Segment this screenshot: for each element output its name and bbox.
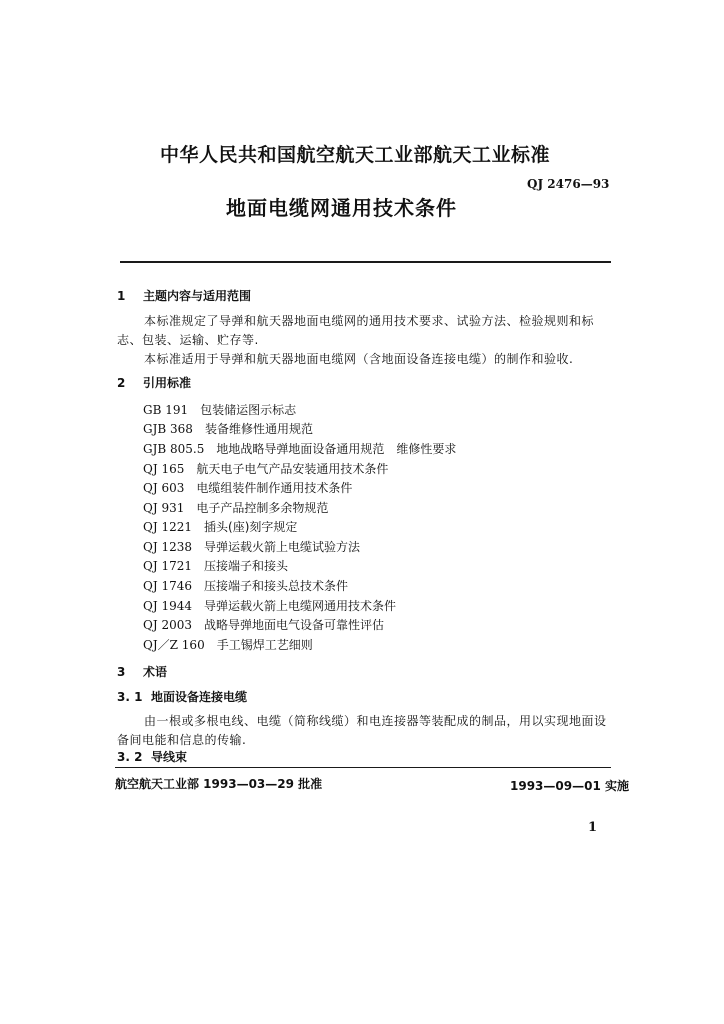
section-number: 1 — [117, 289, 126, 303]
issuing-organization: 中华人民共和国航空航天工业部航天工业标准 — [160, 144, 551, 166]
section-title: 主题内容与适用范围 — [143, 289, 252, 303]
reference-item: QJ 931 电子产品控制多余物规范 — [143, 501, 329, 515]
page-number: 1 — [588, 820, 598, 835]
reference-item: QJ 1944 导弹运载火箭上电缆网通用技术条件 — [143, 599, 397, 613]
subsection-title: 地面设备连接电缆 — [151, 690, 248, 704]
reference-item: QJ 2003 战略导弹地面电气设备可靠性评估 — [143, 618, 385, 632]
standard-number: QJ 2476—93 — [527, 177, 610, 191]
subsection-title: 导线束 — [151, 750, 188, 764]
section-number: 2 — [117, 376, 126, 390]
reference-item: QJ 1746 压接端子和接头总技术条件 — [143, 579, 349, 593]
section-2-heading — [117, 374, 191, 391]
subsection-number: 3. 2 — [117, 750, 143, 764]
reference-item: GB 191 包装储运图示标志 — [143, 403, 297, 417]
section-number: 3 — [117, 665, 126, 679]
approval-date: 航空航天工业部 1993—03—29 批准 — [115, 777, 323, 791]
section-1-paragraph-1-line-2: 志、包装、运输、贮存等. — [117, 333, 259, 347]
document-title: 地面电缆网通用技术条件 — [226, 196, 457, 220]
reference-item: QJ 1238 导弹运载火箭上电缆试验方法 — [143, 540, 361, 554]
reference-item: QJ 1221 插头(座)刻字规定 — [143, 520, 298, 534]
subsection-3-1-line-2: 备间电能和信息的传输. — [117, 733, 247, 747]
header-divider — [120, 261, 611, 263]
section-1-paragraph-1-line-1: 本标准规定了导弹和航天器地面电缆网的通用技术要求、试验方法、检验规则和标 — [144, 314, 595, 328]
reference-item: QJ 1721 压接端子和接头 — [143, 559, 289, 573]
subsection-3-1-heading — [117, 688, 247, 705]
section-3-heading — [117, 663, 167, 680]
subsection-number: 3. 1 — [117, 690, 143, 704]
reference-item: QJ 603 电缆组装件制作通用技术条件 — [143, 481, 353, 495]
section-title: 引用标准 — [143, 376, 192, 390]
reference-item: GJB 805.5 地地战略导弹地面设备通用规范 维修性要求 — [143, 442, 457, 456]
section-title: 术语 — [143, 665, 168, 679]
subsection-3-2-heading — [117, 748, 187, 765]
section-1-heading — [117, 287, 251, 304]
reference-item: GJB 368 装备维修性通用规范 — [143, 422, 313, 436]
footer-divider — [115, 767, 611, 768]
reference-item: QJ／Z 160 手工锡焊工艺细则 — [143, 638, 313, 652]
subsection-3-1-line-1: 由一根或多根电线、电缆（简称线缆）和电连接器等装配成的制品，用以实现地面设 — [144, 714, 607, 728]
implementation-date: 1993—09—01 实施 — [510, 779, 629, 793]
reference-item: QJ 165 航天电子电气产品安装通用技术条件 — [143, 462, 389, 476]
section-1-paragraph-2: 本标准适用于导弹和航天器地面电缆网（含地面设备连接电缆）的制作和验收. — [144, 352, 574, 366]
